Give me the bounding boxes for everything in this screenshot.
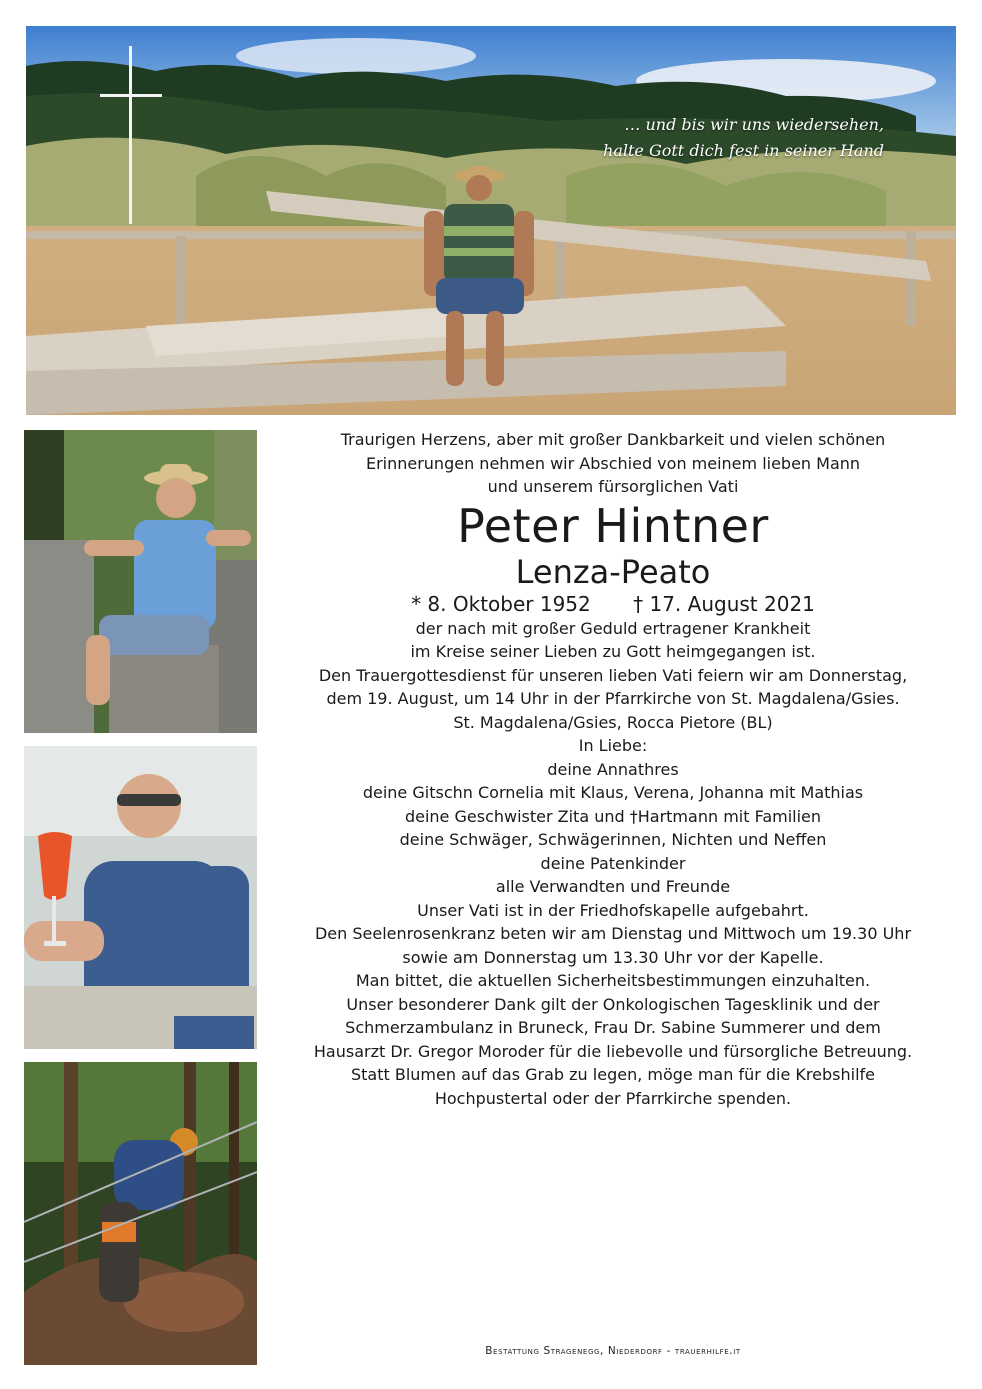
mourner-line: deine Annathres xyxy=(547,759,679,779)
wake-line: Den Seelenrosenkranz beten wir am Dienstag und Mittwoch um 19.30 Uhr xyxy=(314,924,912,943)
wake-line: sowie am Donnerstag um 13.30 Uhr vor der Kapelle. xyxy=(402,947,824,967)
hero-quote-line: … und bis wir uns wiedersehen, xyxy=(624,115,884,134)
notice-text xyxy=(284,428,942,1110)
birth-date: * 8. Oktober 1952 xyxy=(411,591,591,616)
mourner-line: deine Geschwister Zita und †Hartmann mit Familien xyxy=(404,806,822,826)
thanks-line: Unser besonderer Dank gilt der Onkologischen Tagesklinik und der xyxy=(346,994,880,1014)
mourner-line: deine Patenkinder xyxy=(540,853,686,873)
illness-line: im Kreise seiner Lieben zu Gott heimgegangen ist. xyxy=(410,642,816,661)
funeral-home-footer: Bestattung Stragenegg, Niederdorf - trauerhilfe.it xyxy=(485,1345,741,1357)
hero-photo xyxy=(26,26,956,415)
life-dates xyxy=(284,591,942,617)
mourner-line: alle Verwandten und Freunde xyxy=(495,877,731,896)
donation-line: Statt Blumen auf das Grab zu legen, möge man für die Krebshilfe xyxy=(351,1065,875,1084)
cross-icon-horizontal xyxy=(100,94,162,97)
wake-line: Unser Vati ist in der Friedhofskapelle aufgebahrt. xyxy=(417,900,809,920)
service-line: dem 19. August, um 14 Uhr in der Pfarrkirche von St. Magdalena/Gsies. xyxy=(326,689,900,708)
hero-quote-line: halte Gott dich fest in seiner Hand xyxy=(603,141,884,160)
photo-bench xyxy=(24,430,257,733)
cross-icon-vertical xyxy=(129,46,132,224)
photo-forest xyxy=(24,1062,257,1365)
death-date: † 17. August 2021 xyxy=(633,591,815,616)
deceased-subname: Lenza-Peato xyxy=(515,552,711,591)
photo-spritz xyxy=(24,746,257,1049)
intro-line: Traurigen Herzens, aber mit großer Dankbarkeit und vielen schönen xyxy=(340,430,886,449)
safety-line: Man bittet, die aktuellen Sicherheitsbestimmungen einzuhalten. xyxy=(355,971,871,990)
intro-line: und unserem fürsorglichen Vati xyxy=(487,477,739,496)
donation-line: Hochpustertal oder der Pfarrkirche spenden. xyxy=(434,1088,792,1108)
service-line: Den Trauergottesdienst für unseren lieben Vati feiern wir am Donnerstag, xyxy=(318,665,908,685)
illness-line: der nach mit großer Geduld ertragener Krankheit xyxy=(415,618,811,638)
mourner-line: In Liebe: xyxy=(578,736,648,755)
place-line: St. Magdalena/Gsies, Rocca Pietore (BL) xyxy=(453,712,773,732)
mourner-line: deine Schwäger, Schwägerinnen, Nichten und Neffen xyxy=(399,830,827,849)
thanks-line: Hausarzt Dr. Gregor Moroder für die liebevolle und fürsorgliche Betreuung. xyxy=(313,1041,913,1061)
intro-line: Erinnerungen nehmen wir Abschied von meinem lieben Mann xyxy=(365,453,861,473)
mourner-line: deine Gitschn Cornelia mit Klaus, Verena, Johanna mit Mathias xyxy=(362,783,864,802)
deceased-name: Peter Hintner xyxy=(457,498,769,553)
hero-quote xyxy=(603,112,884,164)
thanks-line: Schmerzambulanz in Bruneck, Frau Dr. Sabine Summerer und dem xyxy=(345,1018,881,1037)
